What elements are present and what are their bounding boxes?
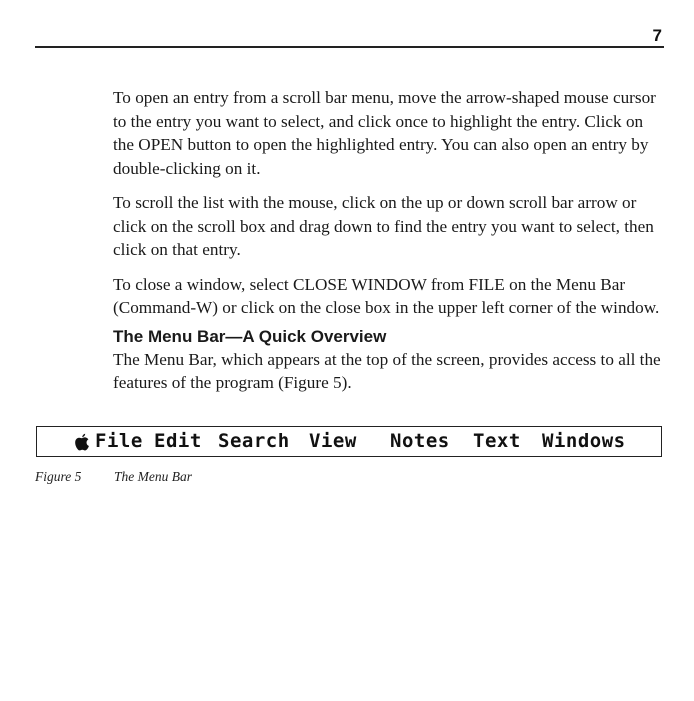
paragraph-menu-bar: The Menu Bar, which appears at the top of the screen, provides access to all the features of the program (Figure 5).	[113, 349, 661, 392]
paragraph-open-entry: To open an entry from a scroll bar menu, move the arrow-shaped mouse cursor to the entry you want to select, and click once to highlight the entry. Click on the OPEN button to open the highlighted entry. You can also open an entry by double-clicking on it.	[113, 88, 656, 178]
apple-icon	[74, 433, 90, 451]
menu-item-view[interactable]: View	[309, 430, 357, 452]
paragraph-scroll-list: To scroll the list with the mouse, click on the up or down scroll bar arrow or click on the scroll box and drag down to find the entry you want to select, then click on that entry.	[113, 193, 654, 259]
menu-item-file[interactable]: File	[95, 430, 143, 452]
header-rule	[35, 46, 664, 48]
section-heading: The Menu Bar—A Quick Overview	[113, 326, 387, 346]
menu-item-edit[interactable]: Edit	[154, 430, 202, 452]
menu-item-text[interactable]: Text	[473, 430, 521, 452]
figure-caption-text: The Menu Bar	[114, 469, 192, 484]
menu-bar-figure	[36, 426, 662, 457]
body-text	[113, 86, 663, 406]
paragraph-close-window: To close a window, select CLOSE WINDOW from FILE on the Menu Bar (Command-W) or click on the close box in the upper left corner of the window.	[113, 274, 660, 317]
figure-caption	[35, 469, 192, 485]
menu-item-search[interactable]: Search	[218, 430, 290, 452]
menu-item-notes[interactable]: Notes	[390, 430, 450, 452]
menu-item-windows[interactable]: Windows	[542, 430, 626, 452]
page-number: 7	[652, 26, 662, 45]
figure-caption-label: Figure 5	[35, 469, 82, 484]
